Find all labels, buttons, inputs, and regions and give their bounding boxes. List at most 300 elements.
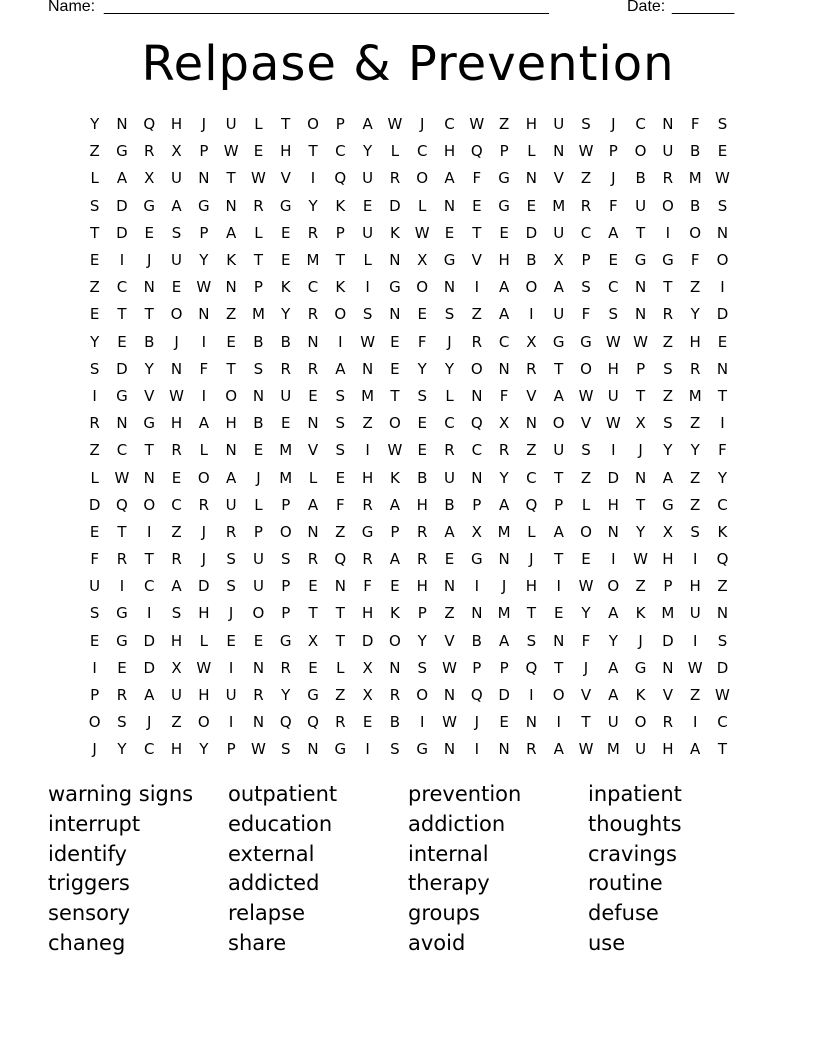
grid-letter[interactable]: U — [362, 223, 374, 242]
grid-letter[interactable]: S — [335, 386, 346, 405]
grid-letter[interactable]: R — [171, 550, 182, 569]
grid-letter[interactable]: Y — [90, 115, 100, 134]
grid-letter[interactable]: G — [116, 604, 128, 623]
grid-letter[interactable]: R — [144, 142, 155, 161]
grid-letter[interactable]: R — [389, 686, 401, 705]
grid-letter[interactable]: L — [581, 495, 591, 514]
grid-letter[interactable]: Q — [716, 550, 729, 569]
grid-letter[interactable]: R — [280, 658, 291, 677]
grid-letter[interactable]: U — [225, 686, 237, 705]
grid-letter[interactable]: V — [471, 251, 482, 270]
grid-letter[interactable]: T — [554, 359, 564, 378]
grid-letter[interactable]: J — [92, 740, 97, 759]
grid-letter[interactable]: R — [416, 522, 428, 541]
grid-letter[interactable]: D — [607, 468, 620, 487]
grid-letter[interactable]: I — [365, 278, 370, 297]
grid-letter[interactable]: N — [525, 414, 538, 433]
grid-letter[interactable]: X — [635, 414, 646, 433]
grid-letter[interactable]: O — [88, 713, 101, 732]
grid-letter[interactable]: M — [661, 604, 675, 623]
grid-letter[interactable]: C — [444, 414, 455, 433]
grid-letter[interactable]: N — [252, 658, 265, 677]
grid-letter[interactable]: K — [635, 604, 646, 623]
grid-letter[interactable]: R — [253, 196, 264, 215]
grid-letter[interactable]: I — [365, 740, 370, 759]
grid-letter[interactable]: R — [662, 713, 674, 732]
grid-letter[interactable]: H — [689, 332, 701, 351]
grid-letter[interactable]: W — [715, 686, 730, 705]
grid-letter[interactable]: W — [633, 332, 648, 351]
grid-letter[interactable]: W — [578, 577, 594, 596]
grid-letter[interactable]: P — [417, 604, 427, 623]
grid-letter[interactable]: G — [662, 251, 674, 270]
grid-letter[interactable]: E — [472, 196, 482, 215]
grid-letter[interactable]: E — [526, 196, 537, 215]
grid-letter[interactable]: Z — [362, 414, 373, 433]
grid-letter[interactable]: Z — [335, 522, 346, 541]
grid-letter[interactable]: B — [144, 332, 155, 351]
grid-letter[interactable]: S — [226, 577, 236, 596]
grid-letter[interactable]: G — [416, 740, 429, 759]
grid-letter[interactable]: T — [117, 305, 127, 324]
grid-letter[interactable]: A — [389, 550, 401, 569]
grid-letter[interactable]: X — [553, 251, 564, 270]
grid-letter[interactable]: U — [89, 577, 101, 596]
grid-letter[interactable]: G — [498, 169, 510, 188]
grid-letter[interactable]: R — [307, 359, 319, 378]
grid-letter[interactable]: N — [198, 305, 210, 324]
grid-letter[interactable]: O — [634, 142, 647, 161]
grid-letter[interactable]: A — [553, 522, 564, 541]
grid-letter[interactable]: A — [226, 468, 237, 487]
grid-letter[interactable]: S — [581, 278, 591, 297]
grid-letter[interactable]: T — [526, 604, 536, 623]
grid-letter[interactable]: S — [390, 740, 400, 759]
grid-letter[interactable]: N — [553, 142, 565, 161]
grid-letter[interactable]: L — [390, 142, 400, 161]
grid-letter[interactable]: B — [444, 495, 455, 514]
grid-letter[interactable]: S — [581, 115, 591, 134]
grid-letter[interactable]: I — [720, 278, 725, 297]
grid-letter[interactable]: Q — [525, 658, 538, 677]
grid-letter[interactable]: R — [662, 305, 674, 324]
grid-letter[interactable]: V — [526, 386, 537, 405]
grid-letter[interactable]: T — [335, 604, 345, 623]
grid-letter[interactable]: V — [580, 414, 592, 433]
grid-letter[interactable]: N — [225, 196, 237, 215]
grid-letter[interactable]: H — [198, 604, 210, 623]
grid-letter[interactable]: S — [663, 359, 673, 378]
grid-letter[interactable]: Y — [144, 359, 154, 378]
grid-letter[interactable]: E — [390, 577, 400, 596]
grid-letter[interactable]: J — [611, 169, 616, 188]
grid-letter[interactable]: F — [608, 196, 618, 215]
grid-letter[interactable]: X — [307, 631, 319, 650]
grid-letter[interactable]: U — [444, 468, 455, 487]
grid-letter[interactable]: O — [334, 305, 347, 324]
grid-letter[interactable]: G — [634, 658, 647, 677]
grid-letter[interactable]: G — [662, 495, 674, 514]
grid-letter[interactable]: A — [198, 414, 209, 433]
grid-letter[interactable]: T — [335, 631, 345, 650]
grid-letter[interactable]: E — [144, 223, 154, 242]
grid-letter[interactable]: H — [280, 142, 292, 161]
grid-letter[interactable]: T — [581, 713, 591, 732]
grid-letter[interactable]: K — [635, 686, 646, 705]
grid-letter[interactable]: I — [147, 522, 152, 541]
grid-letter[interactable]: Z — [690, 278, 701, 297]
grid-letter[interactable]: A — [498, 631, 510, 650]
grid-letter[interactable]: M — [306, 251, 320, 270]
grid-letter[interactable]: A — [608, 223, 619, 242]
grid-letter[interactable]: T — [636, 495, 646, 514]
grid-letter[interactable]: N — [716, 359, 729, 378]
grid-letter[interactable]: W — [251, 169, 266, 188]
grid-letter[interactable]: A — [498, 278, 510, 297]
grid-letter[interactable]: Y — [363, 142, 373, 161]
grid-letter[interactable]: E — [171, 468, 182, 487]
grid-letter[interactable]: R — [89, 414, 100, 433]
grid-letter[interactable]: E — [89, 251, 100, 270]
grid-letter[interactable]: N — [307, 332, 319, 351]
grid-letter[interactable]: T — [554, 550, 564, 569]
grid-letter[interactable]: T — [390, 386, 400, 405]
grid-letter[interactable]: D — [88, 495, 101, 514]
grid-letter[interactable]: S — [171, 604, 182, 623]
grid-letter[interactable]: R — [389, 169, 401, 188]
grid-letter[interactable]: M — [361, 386, 375, 405]
grid-letter[interactable]: N — [170, 359, 183, 378]
grid-letter[interactable]: Z — [89, 278, 100, 297]
grid-letter[interactable]: C — [444, 115, 455, 134]
grid-letter[interactable]: O — [661, 196, 674, 215]
grid-letter[interactable]: E — [280, 251, 291, 270]
grid-letter[interactable]: Z — [717, 577, 728, 596]
grid-letter[interactable]: T — [636, 386, 646, 405]
grid-letter[interactable]: S — [444, 305, 455, 324]
grid-letter[interactable]: L — [254, 495, 263, 514]
grid-letter[interactable]: O — [389, 414, 401, 433]
grid-letter[interactable]: N — [662, 115, 674, 134]
grid-letter[interactable]: Y — [444, 359, 455, 378]
grid-letter[interactable]: E — [89, 522, 100, 541]
grid-letter[interactable]: E — [253, 441, 264, 460]
grid-letter[interactable]: A — [553, 740, 564, 759]
grid-letter[interactable]: T — [90, 223, 100, 242]
grid-letter[interactable]: M — [497, 522, 511, 541]
grid-letter[interactable]: Z — [171, 522, 182, 541]
grid-letter[interactable]: I — [692, 550, 698, 569]
grid-letter[interactable]: D — [389, 196, 401, 215]
grid-letter[interactable]: G — [143, 196, 156, 215]
grid-letter[interactable]: X — [171, 658, 182, 677]
grid-letter[interactable]: T — [253, 251, 264, 270]
grid-letter[interactable]: T — [144, 550, 154, 569]
grid-letter[interactable]: E — [499, 223, 509, 242]
grid-letter[interactable]: R — [362, 550, 373, 569]
grid-letter[interactable]: H — [416, 495, 428, 514]
grid-letter[interactable]: Z — [580, 169, 592, 188]
grid-letter[interactable]: O — [634, 713, 647, 732]
grid-letter[interactable]: Q — [334, 550, 347, 569]
grid-letter[interactable]: H — [689, 577, 701, 596]
grid-letter[interactable]: S — [280, 740, 291, 759]
grid-letter[interactable]: I — [474, 577, 480, 596]
grid-letter[interactable]: R — [444, 441, 455, 460]
grid-letter[interactable]: S — [608, 305, 619, 324]
grid-letter[interactable]: J — [611, 115, 616, 134]
grid-letter[interactable]: H — [361, 604, 374, 623]
grid-letter[interactable]: P — [499, 658, 509, 677]
grid-letter[interactable]: C — [608, 278, 619, 297]
grid-letter[interactable]: F — [690, 115, 700, 134]
grid-letter[interactable]: I — [92, 658, 97, 677]
grid-letter[interactable]: G — [279, 196, 292, 215]
grid-letter[interactable]: P — [281, 604, 291, 623]
grid-letter[interactable]: J — [174, 332, 179, 351]
grid-letter[interactable]: R — [225, 522, 237, 541]
grid-letter[interactable]: G — [198, 196, 210, 215]
grid-letter[interactable]: E — [608, 251, 619, 270]
grid-letter[interactable]: O — [552, 686, 565, 705]
grid-letter[interactable]: Z — [89, 441, 100, 460]
grid-letter[interactable]: A — [690, 740, 701, 759]
grid-letter[interactable]: O — [416, 686, 429, 705]
grid-letter[interactable]: L — [418, 196, 427, 215]
grid-letter[interactable]: Z — [444, 604, 455, 623]
grid-letter[interactable]: P — [608, 142, 618, 161]
grid-letter[interactable]: A — [144, 686, 155, 705]
grid-letter[interactable]: G — [307, 686, 319, 705]
grid-letter[interactable]: E — [581, 550, 591, 569]
grid-letter[interactable]: I — [201, 332, 207, 351]
grid-letter[interactable]: O — [525, 278, 538, 297]
grid-letter[interactable]: W — [387, 115, 403, 134]
grid-letter[interactable]: N — [307, 522, 319, 541]
grid-letter[interactable]: S — [717, 115, 728, 134]
grid-letter[interactable]: Y — [199, 740, 209, 759]
grid-letter[interactable]: I — [310, 169, 316, 188]
grid-letter[interactable]: O — [389, 631, 401, 650]
grid-letter[interactable]: G — [552, 332, 565, 351]
grid-letter[interactable]: A — [116, 169, 128, 188]
grid-letter[interactable]: R — [171, 441, 182, 460]
grid-letter[interactable]: H — [443, 142, 456, 161]
grid-letter[interactable]: R — [526, 359, 537, 378]
grid-letter[interactable]: Y — [308, 196, 318, 215]
grid-letter[interactable]: T — [554, 468, 564, 487]
grid-letter[interactable]: C — [717, 495, 728, 514]
grid-letter[interactable]: E — [280, 414, 291, 433]
grid-letter[interactable]: N — [498, 550, 510, 569]
grid-letter[interactable]: U — [252, 577, 264, 596]
grid-letter[interactable]: R — [526, 740, 537, 759]
grid-letter[interactable]: K — [335, 196, 346, 215]
grid-letter[interactable]: T — [717, 740, 728, 759]
grid-letter[interactable]: L — [363, 251, 372, 270]
grid-letter[interactable]: A — [608, 658, 619, 677]
grid-letter[interactable]: P — [554, 495, 564, 514]
grid-letter[interactable]: F — [336, 495, 345, 514]
grid-letter[interactable]: R — [335, 713, 346, 732]
grid-letter[interactable]: H — [607, 495, 619, 514]
grid-letter[interactable]: D — [716, 305, 729, 324]
grid-letter[interactable]: F — [363, 577, 372, 596]
grid-letter[interactable]: S — [280, 550, 291, 569]
grid-letter[interactable]: Z — [662, 332, 674, 351]
grid-letter[interactable]: S — [717, 196, 728, 215]
grid-letter[interactable]: P — [253, 278, 263, 297]
grid-letter[interactable]: T — [226, 169, 236, 188]
grid-letter[interactable]: I — [556, 577, 561, 596]
grid-letter[interactable]: H — [416, 577, 428, 596]
grid-letter[interactable]: A — [498, 495, 510, 514]
grid-letter[interactable]: N — [443, 577, 456, 596]
grid-letter[interactable]: K — [389, 604, 400, 623]
grid-letter[interactable]: X — [171, 142, 182, 161]
grid-letter[interactable]: L — [527, 522, 536, 541]
grid-letter[interactable]: E — [335, 468, 346, 487]
grid-letter[interactable]: N — [471, 604, 483, 623]
grid-letter[interactable]: R — [307, 223, 319, 242]
grid-letter[interactable]: X — [662, 522, 674, 541]
grid-letter[interactable]: S — [663, 414, 673, 433]
grid-letter[interactable]: H — [662, 550, 674, 569]
grid-letter[interactable]: S — [117, 713, 127, 732]
grid-letter[interactable]: V — [662, 686, 674, 705]
grid-letter[interactable]: N — [634, 468, 647, 487]
grid-letter[interactable]: B — [253, 414, 264, 433]
grid-letter[interactable]: V — [444, 631, 455, 650]
grid-letter[interactable]: S — [89, 359, 100, 378]
grid-letter[interactable]: I — [474, 740, 480, 759]
grid-letter[interactable]: O — [416, 169, 429, 188]
grid-letter[interactable]: U — [553, 441, 565, 460]
grid-letter[interactable]: T — [308, 142, 318, 161]
grid-letter[interactable]: B — [389, 713, 401, 732]
grid-letter[interactable]: R — [416, 550, 428, 569]
grid-letter[interactable]: U — [171, 686, 183, 705]
grid-letter[interactable]: B — [280, 332, 291, 351]
grid-letter[interactable]: E — [499, 713, 509, 732]
grid-letter[interactable]: T — [472, 223, 482, 242]
grid-letter[interactable]: T — [144, 441, 154, 460]
grid-letter[interactable]: E — [308, 658, 318, 677]
grid-letter[interactable]: G — [443, 251, 456, 270]
grid-letter[interactable]: S — [171, 223, 182, 242]
grid-letter[interactable]: E — [308, 577, 318, 596]
grid-letter[interactable]: N — [443, 278, 456, 297]
grid-letter[interactable]: D — [143, 631, 156, 650]
grid-letter[interactable]: S — [526, 631, 537, 650]
grid-letter[interactable]: N — [389, 305, 401, 324]
grid-letter[interactable]: G — [361, 522, 374, 541]
grid-letter[interactable]: E — [226, 631, 236, 650]
grid-letter[interactable]: A — [171, 577, 182, 596]
grid-letter[interactable]: S — [417, 386, 427, 405]
grid-letter[interactable]: R — [198, 495, 210, 514]
grid-letter[interactable]: E — [117, 658, 127, 677]
grid-letter[interactable]: I — [119, 577, 125, 596]
grid-letter[interactable]: N — [198, 169, 210, 188]
grid-letter[interactable]: O — [307, 115, 319, 134]
grid-letter[interactable]: G — [116, 631, 128, 650]
grid-letter[interactable]: D — [116, 359, 128, 378]
grid-letter[interactable]: N — [307, 740, 319, 759]
grid-letter[interactable]: G — [389, 278, 401, 297]
grid-letter[interactable]: H — [361, 468, 374, 487]
date-field[interactable]: _______ — [672, 0, 735, 15]
grid-letter[interactable]: H — [498, 251, 510, 270]
grid-letter[interactable]: P — [581, 251, 591, 270]
grid-letter[interactable]: F — [472, 169, 482, 188]
grid-letter[interactable]: L — [308, 468, 318, 487]
grid-letter[interactable]: M — [688, 169, 702, 188]
grid-letter[interactable]: Z — [526, 441, 537, 460]
grid-letter[interactable]: W — [169, 386, 184, 405]
grid-letter[interactable]: N — [716, 604, 729, 623]
grid-letter[interactable]: E — [226, 332, 236, 351]
grid-letter[interactable]: O — [416, 278, 429, 297]
grid-letter[interactable]: L — [527, 142, 536, 161]
grid-letter[interactable]: I — [529, 305, 534, 324]
grid-letter[interactable]: B — [471, 631, 482, 650]
grid-letter[interactable]: U — [662, 142, 674, 161]
grid-letter[interactable]: J — [147, 251, 152, 270]
grid-letter[interactable]: H — [198, 686, 210, 705]
grid-letter[interactable]: J — [583, 658, 589, 677]
grid-letter[interactable]: R — [689, 359, 701, 378]
grid-letter[interactable]: Z — [690, 414, 701, 433]
grid-letter[interactable]: A — [553, 386, 564, 405]
grid-letter[interactable]: P — [199, 142, 209, 161]
grid-letter[interactable]: N — [443, 686, 456, 705]
grid-letter[interactable]: H — [525, 115, 538, 134]
grid-letter[interactable]: N — [716, 223, 729, 242]
grid-letter[interactable]: P — [663, 577, 673, 596]
grid-letter[interactable]: N — [525, 169, 538, 188]
grid-letter[interactable]: K — [280, 278, 291, 297]
grid-letter[interactable]: E — [717, 142, 728, 161]
grid-letter[interactable]: O — [470, 359, 483, 378]
grid-letter[interactable]: G — [116, 142, 128, 161]
grid-letter[interactable]: H — [170, 740, 183, 759]
grid-letter[interactable]: H — [225, 414, 237, 433]
grid-letter[interactable]: L — [90, 169, 99, 188]
grid-letter[interactable]: Z — [225, 305, 237, 324]
name-field[interactable]: __________________________________________________ — [104, 0, 549, 15]
grid-letter[interactable]: R — [362, 495, 373, 514]
grid-letter[interactable]: N — [471, 386, 483, 405]
grid-letter[interactable]: G — [634, 251, 647, 270]
grid-letter[interactable]: Q — [334, 169, 347, 188]
grid-letter[interactable]: E — [117, 332, 127, 351]
grid-letter[interactable]: K — [389, 468, 400, 487]
grid-letter[interactable]: C — [526, 468, 537, 487]
grid-letter[interactable]: J — [447, 332, 452, 351]
grid-letter[interactable]: N — [252, 386, 265, 405]
grid-letter[interactable]: I — [419, 713, 425, 732]
grid-letter[interactable]: E — [89, 631, 100, 650]
grid-letter[interactable]: J — [201, 115, 207, 134]
grid-letter[interactable]: L — [254, 223, 263, 242]
grid-letter[interactable]: F — [690, 251, 700, 270]
grid-letter[interactable]: Y — [663, 441, 673, 460]
grid-letter[interactable]: W — [360, 332, 376, 351]
grid-letter[interactable]: H — [170, 115, 183, 134]
grid-letter[interactable]: Z — [690, 495, 701, 514]
grid-letter[interactable]: C — [144, 577, 155, 596]
